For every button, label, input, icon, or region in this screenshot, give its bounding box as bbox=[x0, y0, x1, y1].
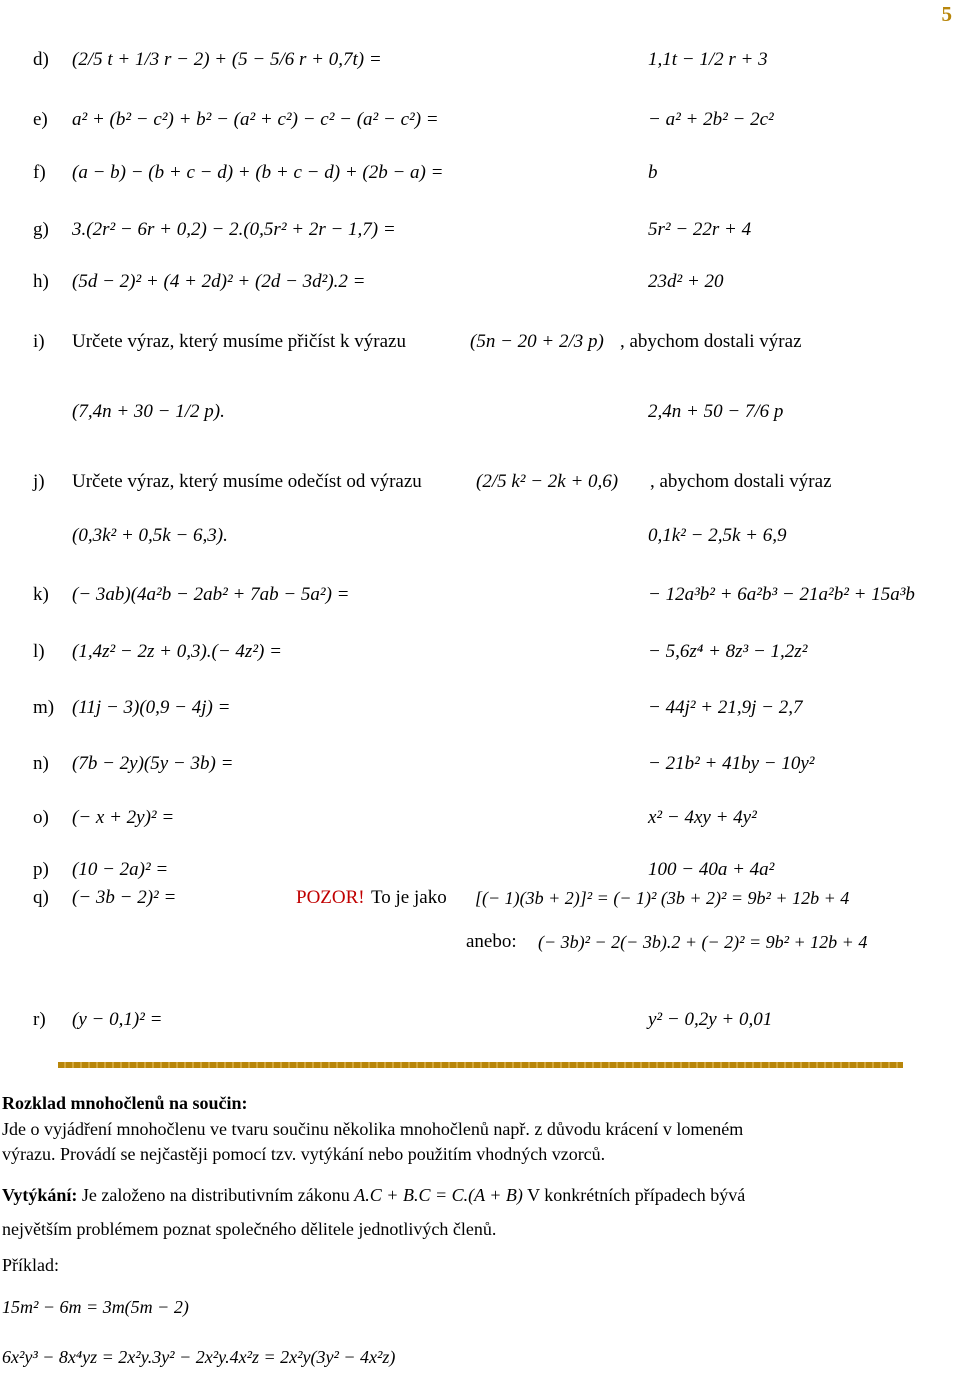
exercise-right: 100 − 40a + 4a² bbox=[648, 859, 775, 880]
task-j-target-row bbox=[0, 516, 960, 556]
exercise-right: y² − 0,2y + 0,01 bbox=[648, 1009, 773, 1030]
section-paragraph: Jde o vyjádření mnohočlenu ve tvaru součinu několika mnohočlenů např. z důvodu krácení v lomeném bbox=[2, 1119, 744, 1139]
exercise-label: e) bbox=[33, 109, 48, 130]
task-text: Určete výraz, který musíme odečíst od výrazu bbox=[72, 471, 422, 492]
exercise-label: f) bbox=[33, 162, 46, 183]
vytykani-text: Je založeno na distributivním zákonu bbox=[77, 1185, 355, 1205]
exercise-left: (y − 0,1)² = bbox=[72, 1009, 163, 1030]
exercise-row bbox=[0, 575, 960, 615]
task-text: Určete výraz, který musíme přičíst k výrazu bbox=[72, 331, 406, 352]
task-line-1: [(− 1)(3b + 2)]² = (− 1)² (3b + 2)² = 9b² + 12b + 4 bbox=[475, 888, 850, 908]
task-q-alt bbox=[0, 922, 960, 962]
exercise-right: − 21b² + 41by − 10y² bbox=[648, 753, 815, 774]
exercise-right: − 5,6z⁴ + 8z³ − 1,2z² bbox=[648, 641, 808, 662]
task-q bbox=[0, 878, 960, 918]
exercise-label: g) bbox=[33, 219, 49, 240]
task-text: To je jako bbox=[371, 887, 447, 908]
exercise-row bbox=[0, 798, 960, 838]
task-tail: , abychom dostali výraz bbox=[620, 331, 802, 352]
section-paragraph: výrazu. Provádí se nejčastěji pomocí tzv. vytýkání nebo použitím vhodných vzorců. bbox=[2, 1144, 606, 1164]
vytykani-formula: A.C + B.C = C.(A + B) bbox=[354, 1185, 523, 1205]
exercise-left: (1,4z² − 2z + 0,3).(− 4z²) = bbox=[72, 641, 282, 662]
task-label: q) bbox=[33, 887, 49, 908]
task-line-2: (− 3b)² − 2(− 3b).2 + (− 2)² = 9b² + 12b + 4 bbox=[538, 932, 868, 952]
exercise-row bbox=[0, 40, 960, 80]
vytykani-tail: V konkrétních případech bývá bbox=[522, 1185, 746, 1205]
exercise-left: (a − b) − (b + c − d) + (b + c − d) + (2b − a) = bbox=[72, 162, 444, 183]
task-i-target-row bbox=[0, 392, 960, 432]
example-formula: 15m² − 6m = 3m(5m − 2) bbox=[2, 1297, 189, 1317]
exercise-left: a² + (b² − c²) + b² − (a² + c²) − c² − (a² − c²) = bbox=[72, 109, 439, 130]
exercise-right: 23d² + 20 bbox=[648, 271, 724, 292]
exercise-row bbox=[0, 1000, 960, 1040]
exercise-row bbox=[0, 262, 960, 302]
example-formula: 6x²y³ − 8x⁴yz = 2x²y.3y² − 2x²y.4x²z = 2x²y(3y² − 4x²z) bbox=[2, 1347, 396, 1367]
exercise-left: (5d − 2)² + (4 + 2d)² + (2d − 3d²).2 = bbox=[72, 271, 366, 292]
exercise-label: k) bbox=[33, 584, 49, 605]
example-label: Příklad: bbox=[2, 1255, 59, 1275]
exercise-row bbox=[0, 210, 960, 250]
exercise-label: m) bbox=[33, 697, 55, 718]
exercise-right: b bbox=[648, 162, 658, 183]
exercise-left: 3.(2r² − 6r + 0,2) − 2.(0,5r² + 2r − 1,7) = bbox=[72, 219, 396, 240]
task-left: (− 3b − 2)² = bbox=[72, 887, 177, 908]
warning-text: POZOR! bbox=[296, 887, 365, 908]
exercise-left: (7b − 2y)(5y − 3b) = bbox=[72, 753, 234, 774]
task-label: j) bbox=[33, 471, 45, 492]
section-heading: Rozklad mnohočlenů na součin: bbox=[2, 1093, 248, 1113]
section-divider bbox=[58, 1062, 903, 1068]
task-expression: (2/5 k² − 2k + 0,6) bbox=[476, 471, 619, 492]
exercise-left: (11j − 3)(0,9 − 4j) = bbox=[72, 697, 231, 718]
exercise-label: r) bbox=[33, 1009, 46, 1030]
exercise-label: l) bbox=[33, 641, 45, 662]
exercise-row bbox=[0, 632, 960, 672]
task-j bbox=[0, 462, 960, 502]
exercise-left: (− x + 2y)² = bbox=[72, 807, 175, 828]
exercise-row bbox=[0, 688, 960, 728]
task-target: (0,3k² + 0,5k − 6,3). bbox=[72, 525, 228, 546]
exercise-right: − 44j² + 21,9j − 2,7 bbox=[648, 697, 803, 718]
exercise-right: − a² + 2b² − 2c² bbox=[648, 109, 774, 130]
exercise-right: 1,1t − 1/2 r + 3 bbox=[648, 49, 768, 70]
alt-label: anebo: bbox=[466, 931, 517, 952]
exercise-label: p) bbox=[33, 859, 49, 880]
exercise-right: − 12a³b² + 6a²b³ − 21a²b² + 15a³b bbox=[648, 584, 915, 605]
vytykani-line bbox=[2, 1182, 745, 1208]
exercise-right: x² − 4xy + 4y² bbox=[648, 807, 757, 828]
task-answer: 0,1k² − 2,5k + 6,9 bbox=[648, 525, 787, 546]
exercise-label: n) bbox=[33, 753, 49, 774]
exercise-left: (2/5 t + 1/3 r − 2) + (5 − 5/6 r + 0,7t) = bbox=[72, 49, 382, 70]
exercise-label: o) bbox=[33, 807, 49, 828]
task-answer: 2,4n + 50 − 7/6 p bbox=[648, 401, 784, 422]
task-tail: , abychom dostali výraz bbox=[650, 471, 832, 492]
exercise-label: d) bbox=[33, 49, 49, 70]
exercise-row bbox=[0, 744, 960, 784]
exercise-label: h) bbox=[33, 271, 49, 292]
exercise-left: (− 3ab)(4a²b − 2ab² + 7ab − 5a²) = bbox=[72, 584, 350, 605]
exercise-row bbox=[0, 153, 960, 193]
task-expression: (5n − 20 + 2/3 p) bbox=[470, 331, 604, 352]
task-label: i) bbox=[33, 331, 45, 352]
exercise-left: (10 − 2a)² = bbox=[72, 859, 169, 880]
section-paragraph: největším problémem poznat společného dělitele jednotlivých členů. bbox=[2, 1219, 497, 1239]
exercise-row bbox=[0, 100, 960, 140]
exercise-right: 5r² − 22r + 4 bbox=[648, 219, 752, 240]
page-number: 5 bbox=[941, 2, 952, 26]
vytykani-label: Vytýkání: bbox=[2, 1185, 78, 1205]
task-target: (7,4n + 30 − 1/2 p). bbox=[72, 401, 225, 422]
task-i bbox=[0, 322, 960, 362]
